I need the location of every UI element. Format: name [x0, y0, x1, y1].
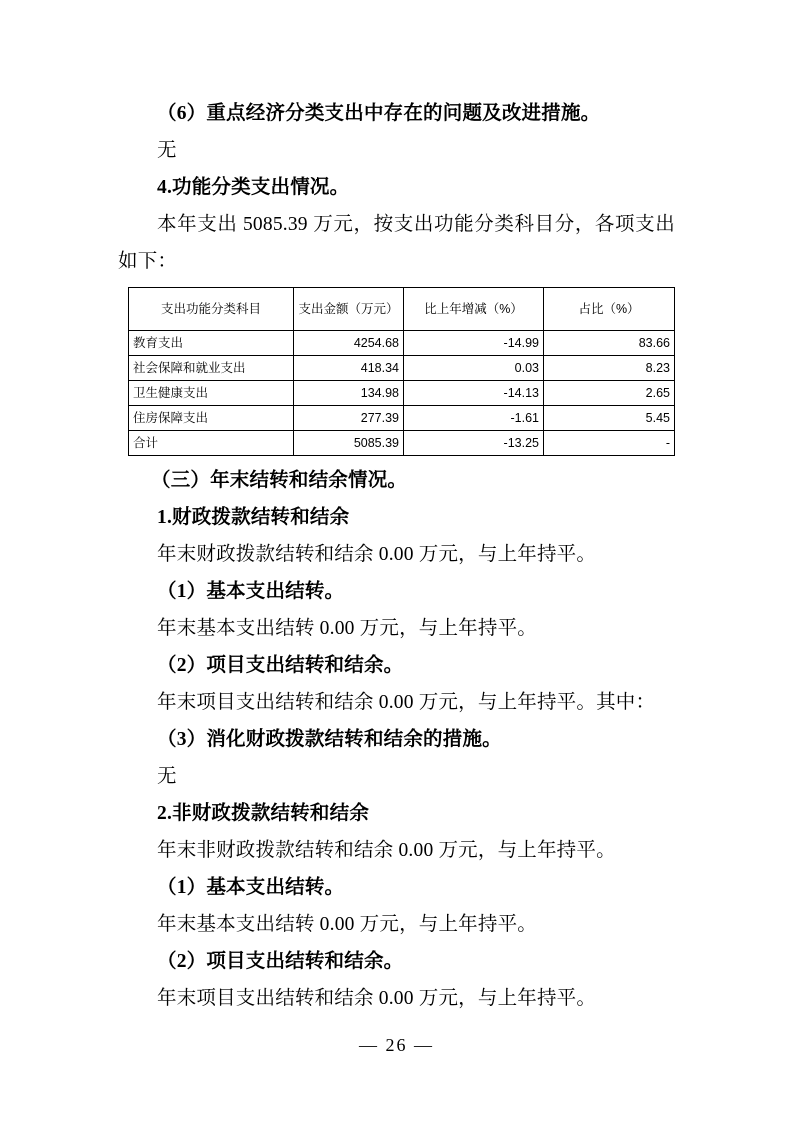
paragraph-none-1: 无 — [157, 140, 177, 161]
table-cell-amount: 418.34 — [294, 356, 404, 381]
table-cell-name: 社会保障和就业支出 — [129, 356, 294, 381]
table-header-cell-share: 占比（%） — [544, 288, 675, 331]
table-cell-change: -13.25 — [404, 431, 544, 456]
table-cell-change: 0.03 — [404, 356, 544, 381]
table-cell-share: - — [544, 431, 675, 456]
paragraph-basic-carryover-2: 年末基本支出结转 0.00 万元，与上年持平。 — [157, 914, 537, 935]
section-heading-1: 1.财政拨款结转和结余 — [157, 507, 350, 528]
table-cell-name: 合计 — [129, 431, 294, 456]
paragraph-project-carryover: 年末项目支出结转和结余 0.00 万元，与上年持平。其中： — [157, 692, 656, 713]
table-row — [129, 406, 675, 431]
section-heading-1-3: （3）消化财政拨款结转和结余的措施。 — [157, 729, 502, 750]
functional-expenditure-table — [128, 287, 675, 456]
section-heading-1-1: （1）基本支出结转。 — [157, 581, 345, 602]
section-heading-6: （6）重点经济分类支出中存在的问题及改进措施。 — [157, 103, 601, 124]
paragraph-nonfiscal-carryover: 年末非财政拨款结转和结余 0.00 万元，与上年持平。 — [157, 840, 616, 861]
table-cell-share: 2.65 — [544, 381, 675, 406]
paragraph-basic-carryover: 年末基本支出结转 0.00 万元，与上年持平。 — [157, 618, 537, 639]
paragraph-expenditure-intro: 本年支出 5085.39 万元，按支出功能分类科目分，各项支出如下： — [118, 214, 675, 272]
table-cell-name: 教育支出 — [129, 331, 294, 356]
table-row — [129, 331, 675, 356]
section-heading-2-2: （2）项目支出结转和结余。 — [157, 951, 404, 972]
page-number: — 26 — — [359, 1035, 434, 1055]
table-header-cell-amount: 支出金额（万元） — [294, 288, 404, 331]
table-cell-change: -14.99 — [404, 331, 544, 356]
table-cell-name: 住房保障支出 — [129, 406, 294, 431]
table-cell-amount: 4254.68 — [294, 331, 404, 356]
table-header-cell-subject: 支出功能分类科目 — [129, 288, 294, 331]
table-cell-share: 83.66 — [544, 331, 675, 356]
table-row — [129, 381, 675, 406]
paragraph-project-carryover-2: 年末项目支出结转和结余 0.00 万元，与上年持平。 — [157, 988, 597, 1009]
table-cell-share: 5.45 — [544, 406, 675, 431]
functional-expenditure-table-wrap — [128, 287, 675, 456]
table-header-cell-change: 比上年增减（%） — [404, 288, 544, 331]
section-heading-2: 2.非财政拨款结转和结余 — [157, 803, 370, 824]
table-cell-amount: 277.39 — [294, 406, 404, 431]
table-cell-amount: 134.98 — [294, 381, 404, 406]
table-cell-share: 8.23 — [544, 356, 675, 381]
section-heading-4: 4.功能分类支出情况。 — [157, 177, 350, 198]
table-cell-change: -14.13 — [404, 381, 544, 406]
table-cell-change: -1.61 — [404, 406, 544, 431]
paragraph-fiscal-carryover: 年末财政拨款结转和结余 0.00 万元，与上年持平。 — [157, 544, 597, 565]
table-cell-name: 卫生健康支出 — [129, 381, 294, 406]
section-heading-1-2: （2）项目支出结转和结余。 — [157, 655, 404, 676]
section-heading-2-1: （1）基本支出结转。 — [157, 877, 345, 898]
table-row-total — [129, 431, 675, 456]
table-row — [129, 356, 675, 381]
section-heading-three: （三）年末结转和结余情况。 — [151, 470, 408, 491]
paragraph-none-2: 无 — [157, 766, 177, 787]
table-cell-amount: 5085.39 — [294, 431, 404, 456]
table-header-row — [129, 288, 675, 331]
